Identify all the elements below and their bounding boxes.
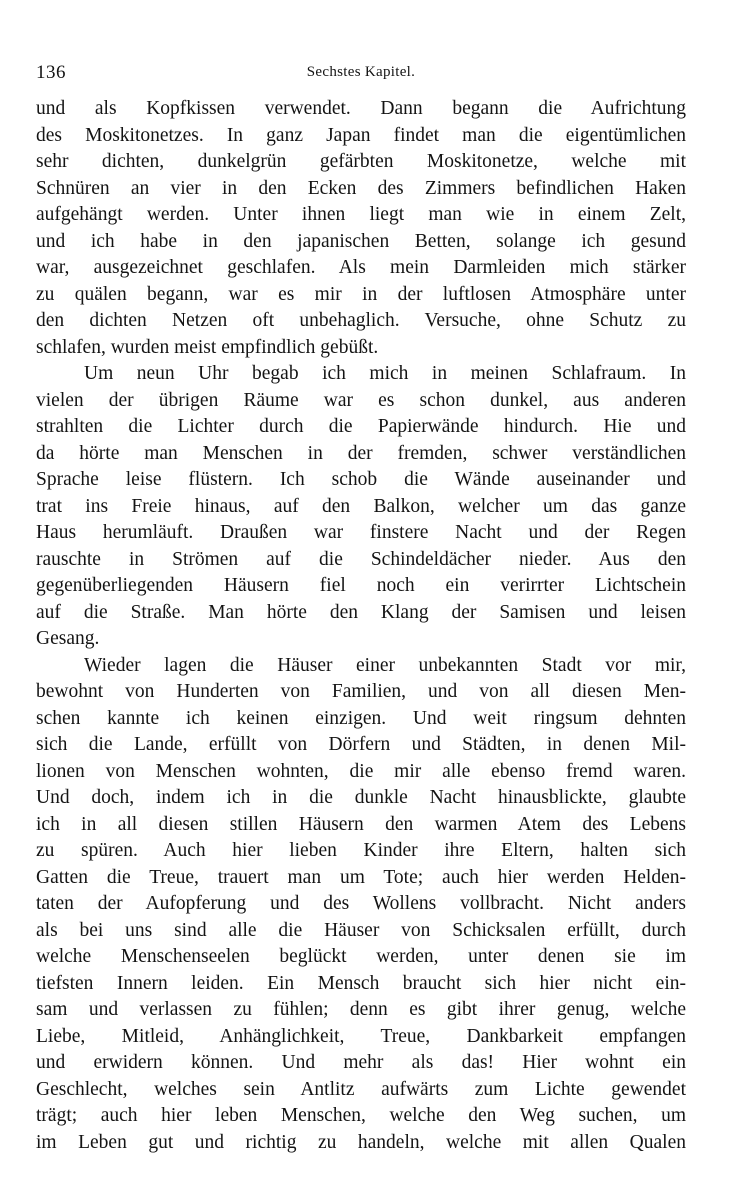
text-line: war, ausgezeichnet geschlafen. Als mein Darmleiden mich stärker [36, 257, 686, 278]
page-number: 136 [36, 62, 66, 83]
text-line: aufgehängt werden. Unter ihnen liegt man wie in einem Zelt, [36, 204, 686, 225]
text-line: gegenüberliegenden Häusern fiel noch ein verirrter Lichtschein [36, 575, 686, 596]
text-line: welche Menschenseelen beglückt werden, unter denen sie im [36, 946, 686, 967]
text-line: und erwidern können. Und mehr als das! Hier wohnt ein [36, 1052, 686, 1073]
text-line: lionen von Menschen wohnten, die mir alle ebenso fremd waren. [36, 760, 686, 782]
text-line: Schnüren an vier in den Ecken des Zimmers befindlichen Haken [36, 177, 686, 199]
text-line: Um neun Uhr begab ich mich in meinen Schlafraum. In [84, 363, 686, 384]
text-line: Wieder lagen die Häuser einer unbekannten Stadt vor mir, [84, 654, 686, 676]
text-line: als bei uns sind alle die Häuser von Schicksalen erfüllt, durch [36, 919, 686, 941]
text-line: Sprache leise flüstern. Ich schob die Wände auseinander und [36, 469, 686, 490]
text-line: zu spüren. Auch hier lieben Kinder ihre Eltern, halten sich [36, 840, 686, 861]
text-line: sich die Lande, erfüllt von Dörfern und Städten, in denen Mil- [36, 734, 686, 755]
text-line: Gatten die Treue, trauert man um Tote; auch hier werden Helden- [36, 866, 686, 888]
text-line: bewohnt von Hunderten von Familien, und von all diesen Men- [36, 681, 686, 702]
text-line: schlafen, wurden meist empfindlich gebüßt. [36, 336, 379, 358]
text-line: strahlten die Lichter durch die Papierwände hindurch. Hie und [36, 416, 686, 437]
text-line: schen kannte ich keinen einzigen. Und weit ringsum dehnten [36, 707, 686, 729]
text-line: da hörte man Menschen in der fremden, schwer verständlichen [36, 442, 686, 464]
text-line: ich in all diesen stillen Häusern den warmen Atem des Lebens [36, 813, 686, 835]
text-line: Liebe, Mitleid, Anhänglichkeit, Treue, Dankbarkeit empfangen [36, 1025, 686, 1047]
text-line: trat ins Freie hinaus, auf den Balkon, welcher um das ganze [36, 495, 686, 517]
text-line: zu quälen begann, war es mir in der luftlosen Atmosphäre unter [36, 283, 686, 305]
text-line: und ich habe in den japanischen Betten, solange ich gesund [36, 230, 686, 252]
text-line: taten der Aufopferung und des Wollens vollbracht. Nicht anders [36, 893, 686, 914]
text-line: des Moskitonetzes. In ganz Japan findet man die eigentümlichen [36, 124, 686, 146]
text-line: Haus herumläuft. Draußen war finstere Nacht und der Regen [36, 522, 686, 543]
text-line: rauschte in Strömen auf die Schindeldächer nieder. Aus den [36, 548, 686, 570]
text-line: den dichten Netzen oft unbehaglich. Versuche, ohne Schutz zu [36, 310, 686, 331]
text-line: sehr dichten, dunkelgrün gefärbten Moskitonetze, welche mit [36, 151, 686, 172]
text-line: trägt; auch hier leben Menschen, welche den Weg suchen, um [36, 1105, 686, 1126]
running-head: Sechstes Kapitel. [306, 64, 416, 80]
body-text [36, 96, 686, 1156]
text-line: im Leben gut und richtig zu handeln, welche mit allen Qualen [36, 1131, 686, 1153]
text-line: vielen der übrigen Räume war es schon dunkel, aus anderen [36, 389, 686, 411]
text-line: sam und verlassen zu fühlen; denn es gibt ihrer genug, welche [36, 999, 686, 1020]
page-header [36, 62, 686, 86]
text-line: Und doch, indem ich in die dunkle Nacht hinausblickte, glaubte [36, 787, 686, 808]
text-line: Geschlecht, welches sein Antlitz aufwärts zum Lichte gewendet [36, 1078, 686, 1100]
text-line: und als Kopfkissen verwendet. Dann begann die Aufrichtung [36, 98, 686, 119]
text-line: Gesang. [36, 628, 100, 649]
text-line: auf die Straße. Man hörte den Klang der Samisen und leisen [36, 601, 686, 623]
text-line: tiefsten Innern leiden. Ein Mensch braucht sich hier nicht ein- [36, 972, 686, 994]
